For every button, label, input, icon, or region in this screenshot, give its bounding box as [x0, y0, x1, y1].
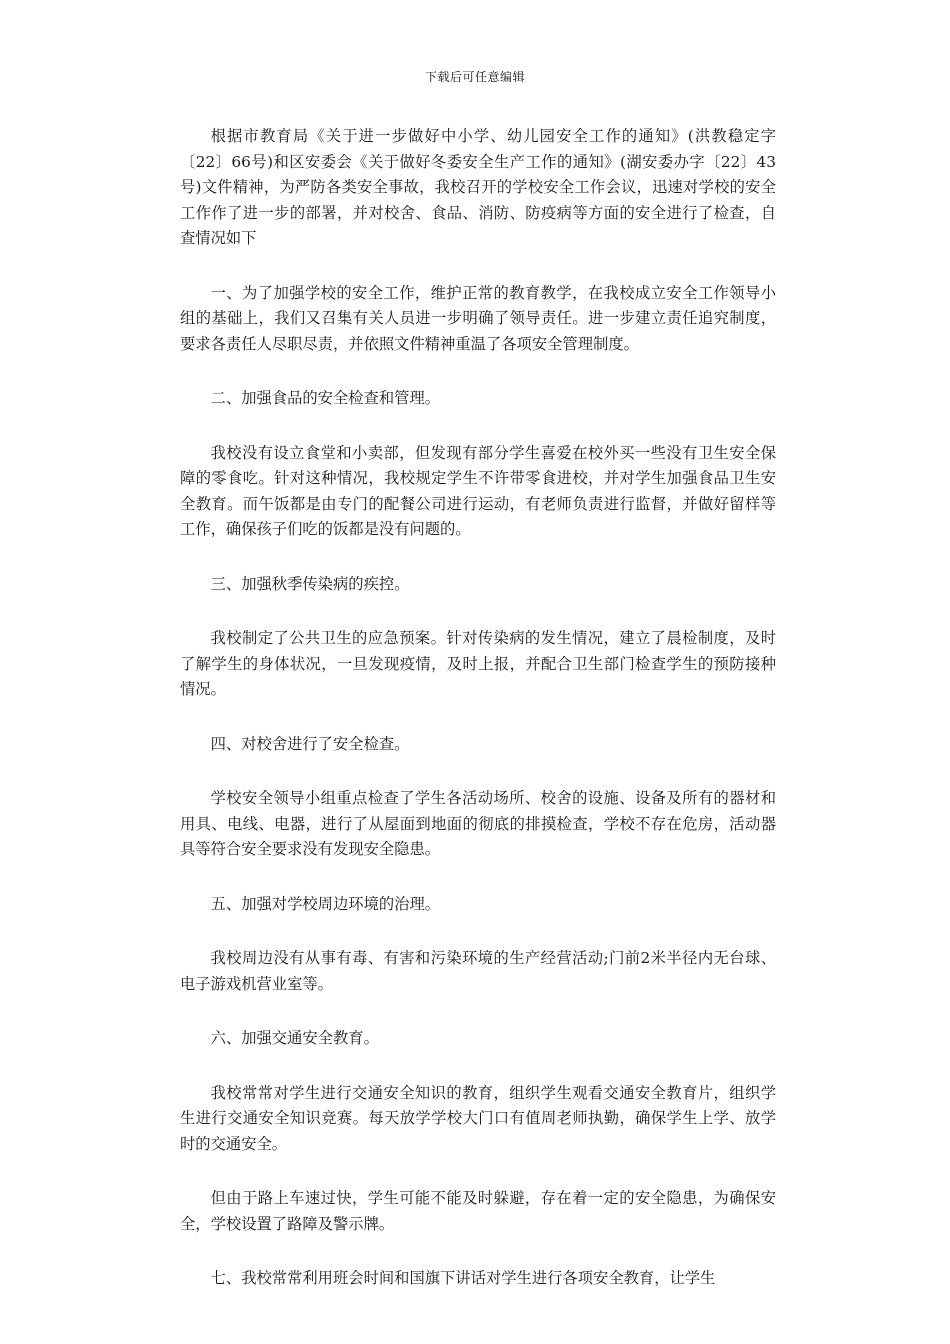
section-2-paragraph: 我校没有设立食堂和小卖部，但发现有部分学生喜爱在校外买一些没有卫生安全保障的零食吃。针对这种情况，我校规定学生不许带零食进校，并对学生加强食品卫生安全教育。而午饭都是由专门的配餐公司进行运动，有老师负责进行监督，并做好留样等工作，确保孩子们吃的饭都是没有问题的。 [180, 443, 776, 538]
section-6-paragraph: 我校常常对学生进行交通安全知识的教育，组织学生观看交通安全教育片，组织学生进行交通安全知识竞赛。每天放学学校大门口有值周老师执勤，确保学生上学、放学时的交通安全。 [180, 1083, 776, 1153]
section-6-heading: 六、加强交通安全教育。 [210, 1029, 379, 1047]
section-5-paragraph: 我校周边没有从事有毒、有害和污染环境的生产经营活动;门前2米半径内无台球、电子游戏机营业室等。 [180, 949, 776, 993]
section-3-heading: 三、加强秋季传染病的疾控。 [210, 574, 410, 593]
intro-paragraph: 根据市教育局《关于进一步做好中小学、幼儿园安全工作的通知》(洪教稳定字〔22〕66号)和区安委会《关于做好冬委安全生产工作的通知》(湖安委办字〔22〕43号)文件精神，为严防各类安全事故，我校召开的学校安全工作会议，迅速对学校的安全工作作了进一步的部署，并对校舍、食品、消防、防疫病等方面的安全进行了检查，自查情况如下 [180, 127, 776, 247]
section-5-heading: 五、加强对学校周边环境的治理。 [210, 894, 441, 913]
section-6-paragraph-2: 但由于路上车速过快，学生可能不能及时躲避，存在着一定的安全隐患，为确保安全，学校设置了路障及警示牌。 [180, 1189, 776, 1233]
section-3-paragraph: 我校制定了公共卫生的应急预案。针对传染病的发生情况，建立了晨检制度，及时了解学生的身体状况，一旦发现疫情，及时上报，并配合卫生部门检查学生的预防接种情况。 [180, 629, 776, 698]
section-1-paragraph: 一、为了加强学校的安全工作，维护正常的教育教学，在我校成立安全工作领导小组的基础上，我们又召集有关人员进一步明确了领导责任。进一步建立责任追究制度，要求各责任人尽职尽责，并依照文件精神重温了各项安全管理制度。 [180, 283, 776, 353]
section-2-heading: 二、加强食品的安全检查和管理。 [210, 389, 441, 407]
header-note: 下载后可任意编辑 [424, 70, 525, 84]
section-4-paragraph: 学校安全领导小组重点检查了学生各活动场所、校舍的设施、设备及所有的器材和用具、电线、电器，进行了从屋面到地面的彻底的排摸检查，学校不存在危房，活动器具等符合安全要求没有发现安全隐患。 [180, 789, 776, 858]
section-4-heading: 四、对校舍进行了安全检查。 [210, 734, 410, 753]
section-7-paragraph: 七、我校常常利用班会时间和国旗下讲话对学生进行各项安全教育，让学生 [210, 1269, 716, 1287]
document-body [180, 124, 776, 1321]
